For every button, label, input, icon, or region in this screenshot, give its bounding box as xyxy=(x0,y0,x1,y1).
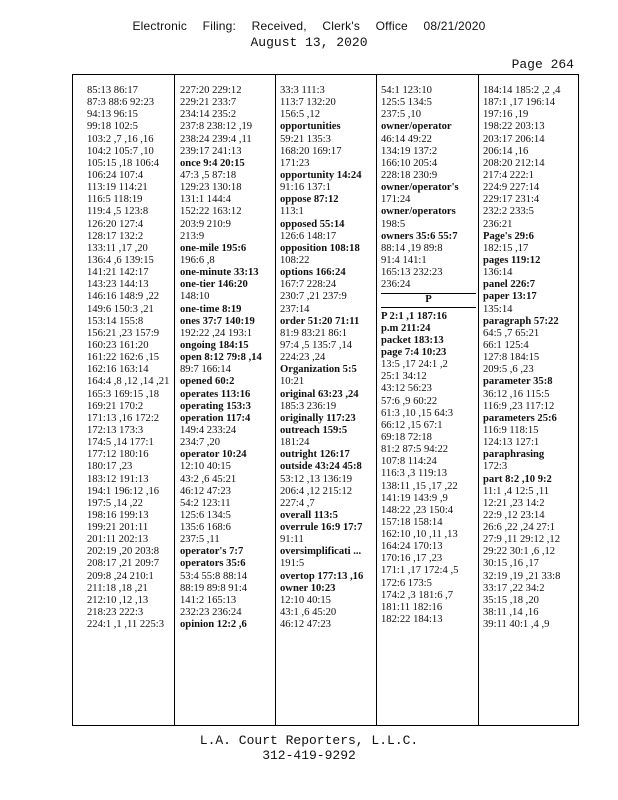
column-divider xyxy=(376,75,377,725)
index-line: 126:6 148:17 xyxy=(280,230,337,242)
index-line: 91:11 xyxy=(280,534,304,546)
section-letter: P xyxy=(381,293,476,307)
index-line: 208:17 ,21 209:7 xyxy=(87,558,160,570)
header-word: Office xyxy=(375,19,408,33)
index-line: 36:12 ,16 115:5 xyxy=(483,388,550,400)
index-line: 182:22 184:13 xyxy=(381,614,443,626)
index-line: 206:4 ,12 215:12 xyxy=(280,485,353,497)
index-line: 133:11 ,17 ,20 xyxy=(87,242,148,254)
index-line: 211:18 ,18 ,21 xyxy=(87,582,148,594)
index-line: one-mile 195:6 xyxy=(180,242,247,254)
index-line: 85:13 86:17 xyxy=(87,85,138,96)
index-line: 232:2 233:5 xyxy=(483,206,534,218)
index-line: 113:1 xyxy=(280,206,304,218)
index-line: 47:3 ,5 87:18 xyxy=(180,169,237,181)
column-divider xyxy=(174,75,175,725)
index-line: page 7:4 10:23 xyxy=(381,346,447,358)
index-line: 149:6 150:3 ,21 xyxy=(87,303,154,315)
index-line: 53:4 55:8 88:14 xyxy=(180,570,248,582)
index-line: 125:6 134:5 xyxy=(180,509,231,521)
index-line: 12:10 40:15 xyxy=(280,594,331,606)
index-line: owner 10:23 xyxy=(280,582,336,594)
index-line: 116:9 ,23 117:12 xyxy=(483,400,555,412)
index-line: 164:4 ,8 ,12 ,14 ,21 xyxy=(87,376,170,388)
index-line: originally 117:23 xyxy=(280,412,356,424)
index-line: 171:24 xyxy=(381,194,411,206)
index-line: 156:21 ,23 157:9 xyxy=(87,327,160,339)
index-line: operates 113:16 xyxy=(180,388,251,400)
index-line: 127:8 184:15 xyxy=(483,352,540,364)
index-line: 185:3 236:19 xyxy=(280,400,337,412)
index-line: 166:10 205:4 xyxy=(381,157,438,169)
reporter-name: L.A. Court Reporters, L.L.C. xyxy=(199,733,419,748)
index-line: 165:13 232:23 xyxy=(381,267,443,279)
index-column-5 xyxy=(483,85,576,631)
index-line: 143:23 144:13 xyxy=(87,279,149,291)
index-line: 181:11 182:16 xyxy=(381,601,443,613)
index-line: 161:22 162:6 ,15 xyxy=(87,352,160,364)
index-column-1 xyxy=(87,85,171,631)
index-line: operator's 7:7 xyxy=(180,546,244,558)
index-line: opened 60:2 xyxy=(180,376,235,388)
index-line: 197:5 ,14 ,22 xyxy=(87,497,143,509)
index-line: 234:14 235:2 xyxy=(180,109,237,121)
index-line: 105:15 ,18 106:4 xyxy=(87,157,160,169)
index-line: 141:2 165:13 xyxy=(180,594,237,606)
index-line: 54:2 123:11 xyxy=(180,497,231,509)
column-divider xyxy=(478,75,479,725)
index-line: 237:14 xyxy=(280,303,310,315)
index-line: 43:12 56:23 xyxy=(381,383,432,395)
header-word: Received, xyxy=(251,19,307,33)
index-line: 126:20 127:4 xyxy=(87,218,144,230)
header-word: Filing: xyxy=(202,19,237,33)
index-line: options 166:24 xyxy=(280,267,346,279)
index-column-4 xyxy=(381,85,476,626)
index-line: P 2:1 ,1 187:16 xyxy=(381,310,447,322)
index-line: 160:23 161:20 xyxy=(87,339,149,351)
index-line: 209:5 ,6 ,23 xyxy=(483,364,534,376)
index-line: operators 35:6 xyxy=(180,558,246,570)
index-line: 224:23 ,24 xyxy=(280,352,326,364)
index-line: 81:2 87:5 94:22 xyxy=(381,444,449,456)
index-line: 228:18 230:9 xyxy=(381,169,438,181)
index-line: 43:1 ,6 45:20 xyxy=(280,607,337,619)
index-line: 57:6 ,9 60:22 xyxy=(381,395,438,407)
index-line: 229:21 233:7 xyxy=(180,97,237,109)
index-line: 183:12 191:13 xyxy=(87,473,149,485)
index-line: part 8:2 ,10 9:2 xyxy=(483,473,552,485)
index-line: 33:3 111:3 xyxy=(280,85,325,96)
index-line: 171:1 ,17 172:4 ,5 xyxy=(381,565,459,577)
index-line: 113:19 114:21 xyxy=(87,182,148,194)
header-word: Electronic xyxy=(132,19,188,33)
index-line: 191:5 xyxy=(280,558,305,570)
index-line: opposition 108:18 xyxy=(280,242,360,254)
index-line: 146:16 148:9 ,22 xyxy=(87,291,160,303)
index-line: 213:9 xyxy=(180,230,205,242)
index-line: 129:23 130:18 xyxy=(180,182,242,194)
index-line: paragraph 57:22 xyxy=(483,315,559,327)
index-line: 209:8 ,24 210:1 xyxy=(87,570,154,582)
index-line: one-minute 33:13 xyxy=(180,267,259,279)
index-line: 198:22 203:13 xyxy=(483,121,545,133)
index-line: 38:11 ,14 ,16 xyxy=(483,607,539,619)
index-line: 119:4 ,5 123:8 xyxy=(87,206,149,218)
index-line: 198:16 199:13 xyxy=(87,509,149,521)
index-line: 172:3 xyxy=(483,461,508,473)
index-line: order 51:20 71:11 xyxy=(280,315,360,327)
index-line: 149:4 233:24 xyxy=(180,424,237,436)
filing-header xyxy=(0,19,618,33)
index-line: 124:13 127:1 xyxy=(483,437,540,449)
index-line: 125:5 134:5 xyxy=(381,97,432,109)
index-column-3 xyxy=(280,85,372,631)
index-line: overrule 16:9 17:7 xyxy=(280,522,363,534)
index-line: 69:18 72:18 xyxy=(381,431,432,443)
index-line: opinion 12:2 ,6 xyxy=(180,619,247,631)
hearing-date: August 13, 2020 xyxy=(250,35,368,50)
index-line: 168:20 169:17 xyxy=(280,145,342,157)
index-line: Organization 5:5 xyxy=(280,364,357,376)
index-line: once 9:4 20:15 xyxy=(180,157,245,169)
index-line: 174:5 ,14 177:1 xyxy=(87,437,154,449)
index-line: 172:13 173:3 xyxy=(87,424,144,436)
index-line: 116:3 ,3 119:13 xyxy=(381,468,448,480)
index-line: 12:10 40:15 xyxy=(180,461,231,473)
index-line: 43:2 ,6 45:21 xyxy=(180,473,237,485)
index-line: 135:14 xyxy=(483,303,513,315)
index-line: 136:14 xyxy=(483,267,513,279)
index-line: 199:21 201:11 xyxy=(87,522,149,534)
index-line: 224:1 ,1 ,11 225:3 xyxy=(87,619,165,631)
index-line: 164:24 170:13 xyxy=(381,541,443,553)
index-line: 12:21 ,23 14:2 xyxy=(483,497,545,509)
index-line: 33:17 ,22 34:2 xyxy=(483,582,545,594)
index-line: 217:4 222:1 xyxy=(483,169,534,181)
index-line: 224:9 227:14 xyxy=(483,182,540,194)
index-line: original 63:23 ,24 xyxy=(280,388,359,400)
index-line: 156:5 ,12 xyxy=(280,109,321,121)
index-line: 61:3 ,10 ,15 64:3 xyxy=(381,407,454,419)
index-line: owner/operators xyxy=(381,206,456,218)
index-line: 236:21 xyxy=(483,218,513,230)
index-line: 81:9 83:21 86:1 xyxy=(280,327,348,339)
index-line: operating 153:3 xyxy=(180,400,251,412)
index-line: 13:5 ,17 24:1 ,2 xyxy=(381,359,448,371)
index-line: 108:22 xyxy=(280,254,310,266)
index-line: overtop 177:13 ,16 xyxy=(280,570,364,582)
index-line: ones 37:7 140:19 xyxy=(180,315,255,327)
index-line: 227:20 229:12 xyxy=(180,85,242,96)
index-line: 97:4 ,5 135:7 ,14 xyxy=(280,339,353,351)
index-line: operation 117:4 xyxy=(180,412,251,424)
index-line: opposed 55:14 xyxy=(280,218,345,230)
index-line: 206:14 ,16 xyxy=(483,145,529,157)
index-line: 230:7 ,21 237:9 xyxy=(280,291,347,303)
index-line: 91:16 137:1 xyxy=(280,182,331,194)
index-line: 169:21 170:2 xyxy=(87,400,144,412)
index-line: 167:7 228:24 xyxy=(280,279,337,291)
index-line: owner/operator xyxy=(381,121,452,133)
index-line: 87:3 88:6 92:23 xyxy=(87,97,155,109)
index-line: 116:5 118:19 xyxy=(87,194,143,206)
index-line: 162:16 163:14 xyxy=(87,364,149,376)
index-line: opportunities xyxy=(280,121,341,133)
index-line: 113:7 132:20 xyxy=(280,97,336,109)
index-line: 26:6 ,22 ,24 27:1 xyxy=(483,522,556,534)
index-line: 46:12 47:23 xyxy=(280,619,331,631)
index-line: 134:19 137:2 xyxy=(381,145,438,157)
index-line: ongoing 184:15 xyxy=(180,339,249,351)
index-line: 152:22 163:12 xyxy=(180,206,242,218)
index-line: 107:8 114:24 xyxy=(381,456,437,468)
index-line: 66:12 ,15 67:1 xyxy=(381,419,443,431)
column-divider xyxy=(275,75,276,725)
header-word: 08/21/2020 xyxy=(423,19,486,33)
index-line: 184:14 185:2 ,2 ,4 xyxy=(483,85,561,96)
index-line: 181:24 xyxy=(280,437,310,449)
index-line: 237:5 ,11 xyxy=(180,534,220,546)
index-line: 202:19 ,20 203:8 xyxy=(87,546,160,558)
index-line: 212:10 ,12 ,13 xyxy=(87,594,149,606)
index-line: 32:19 ,19 ,21 33:8 xyxy=(483,570,561,582)
index-line: 22:9 ,12 23:14 xyxy=(483,509,545,521)
index-line: 229:17 231:4 xyxy=(483,194,540,206)
index-line: paraphrasing xyxy=(483,449,545,461)
index-line: 88:14 ,19 89:8 xyxy=(381,242,443,254)
index-line: 30:15 ,16 ,17 xyxy=(483,558,539,570)
index-line: 88:19 89:8 91:4 xyxy=(180,582,248,594)
index-line: 196:6 ,8 xyxy=(180,254,215,266)
index-line: Page's 29:6 xyxy=(483,230,534,242)
index-line: 94:13 96:15 xyxy=(87,109,138,121)
index-line: owners 35:6 55:7 xyxy=(381,230,458,242)
index-line: 148:10 xyxy=(180,291,210,303)
index-line: 53:12 ,13 136:19 xyxy=(280,473,353,485)
index-line: oversimplificati ... xyxy=(280,546,362,558)
index-line: outright 126:17 xyxy=(280,449,350,461)
index-line: 141:19 143:9 ,9 xyxy=(381,492,448,504)
index-line: 182:15 ,17 xyxy=(483,242,529,254)
index-line: 172:6 173:5 xyxy=(381,577,432,589)
index-line: parameters 25:6 xyxy=(483,412,557,424)
index-line: 29:22 30:1 ,6 ,12 xyxy=(483,546,556,558)
index-line: 171:13 ,16 172:2 xyxy=(87,412,160,424)
index-line: 208:20 212:14 xyxy=(483,157,545,169)
index-line: 27:9 ,11 29:12 ,12 xyxy=(483,534,561,546)
index-line: 157:18 158:14 xyxy=(381,516,443,528)
index-line: 148:22 ,23 150:4 xyxy=(381,504,454,516)
index-line: 138:11 ,15 ,17 ,22 xyxy=(381,480,458,492)
reporter-phone: 312-419-9292 xyxy=(262,748,356,763)
index-line: 180:17 ,23 xyxy=(87,461,133,473)
index-line: 218:23 222:3 xyxy=(87,607,144,619)
index-line: 135:6 168:6 xyxy=(180,522,231,534)
index-line: paper 13:17 xyxy=(483,291,537,303)
index-line: parameter 35:8 xyxy=(483,376,553,388)
index-line: 89:7 166:14 xyxy=(180,364,231,376)
index-line: 153:14 155:8 xyxy=(87,315,144,327)
index-line: outreach 159:5 xyxy=(280,424,348,436)
index-line: 131:1 144:4 xyxy=(180,194,231,206)
index-line: 239:17 241:13 xyxy=(180,145,242,157)
index-line: 64:5 ,7 65:21 xyxy=(483,327,540,339)
index-line: outside 43:24 45:8 xyxy=(280,461,362,473)
index-line: one-time 8:19 xyxy=(180,303,242,315)
index-line: 141:21 142:17 xyxy=(87,267,149,279)
index-line: 192:22 ,24 193:1 xyxy=(180,327,253,339)
index-line: 187:1 ,17 196:14 xyxy=(483,97,556,109)
index-line: 91:4 141:1 xyxy=(381,254,427,266)
index-line: 25:1 34:12 xyxy=(381,371,427,383)
index-line: 54:1 123:10 xyxy=(381,85,432,96)
index-line: 35:15 ,18 ,20 xyxy=(483,594,539,606)
index-line: 174:2 ,3 181:6 ,7 xyxy=(381,589,454,601)
index-line: 116:9 118:15 xyxy=(483,424,539,436)
index-line: 66:1 125:4 xyxy=(483,339,529,351)
index-line: 99:18 102:5 xyxy=(87,121,138,133)
index-line: 203:9 210:9 xyxy=(180,218,231,230)
index-line: open 8:12 79:8 ,14 xyxy=(180,352,262,364)
index-line: oppose 87:12 xyxy=(280,194,339,206)
index-line: overall 113:5 xyxy=(280,509,338,521)
index-line: one-tier 146:20 xyxy=(180,279,248,291)
index-line: 10:21 xyxy=(280,376,305,388)
index-line: 203:17 206:14 xyxy=(483,133,545,145)
header-word: Clerk's xyxy=(322,19,361,33)
page-number: Page 264 xyxy=(511,57,574,72)
index-line: panel 226:7 xyxy=(483,279,536,291)
index-line: 59:21 135:3 xyxy=(280,133,331,145)
index-line: 197:16 ,19 xyxy=(483,109,529,121)
index-line: 39:11 40:1 ,4 ,9 xyxy=(483,619,550,631)
index-line: 162:10 ,10 ,11 ,13 xyxy=(381,529,458,541)
index-box xyxy=(72,74,579,726)
index-line: 103:2 ,7 ,16 ,16 xyxy=(87,133,154,145)
index-line: 237:8 238:12 ,19 xyxy=(180,121,253,133)
index-line: 128:17 132:2 xyxy=(87,230,144,242)
index-line: pages 119:12 xyxy=(483,254,541,266)
index-line: 165:3 169:15 ,18 xyxy=(87,388,160,400)
index-line: 106:24 107:4 xyxy=(87,169,144,181)
index-line: 201:11 202:13 xyxy=(87,534,149,546)
index-line: 236:24 xyxy=(381,279,411,291)
index-line: 170:16 ,17 ,23 xyxy=(381,553,443,565)
index-line: opportunity 14:24 xyxy=(280,169,362,181)
index-line: 198:5 xyxy=(381,218,406,230)
index-line: packet 183:13 xyxy=(381,334,444,346)
index-line: p.m 211:24 xyxy=(381,322,431,334)
index-line: owner/operator's xyxy=(381,182,459,194)
index-line: 194:1 196:12 ,16 xyxy=(87,485,160,497)
index-line: 232:23 236:24 xyxy=(180,607,242,619)
index-line: 177:12 180:16 xyxy=(87,449,149,461)
index-column-2 xyxy=(180,85,272,631)
index-line: 11:1 ,4 12:5 ,11 xyxy=(483,485,550,497)
index-line: 238:24 239:4 ,11 xyxy=(180,133,252,145)
index-line: 234:7 ,20 xyxy=(180,437,221,449)
index-line: 171:23 xyxy=(280,157,310,169)
index-line: 104:2 105:7 ,10 xyxy=(87,145,154,157)
index-line: 46:14 49:22 xyxy=(381,133,432,145)
index-line: 136:4 ,6 139:15 xyxy=(87,254,154,266)
index-line: 227:4 ,7 xyxy=(280,497,315,509)
index-line: operator 10:24 xyxy=(180,449,247,461)
index-line: 237:5 ,10 xyxy=(381,109,422,121)
index-line: 46:12 47:23 xyxy=(180,485,231,497)
